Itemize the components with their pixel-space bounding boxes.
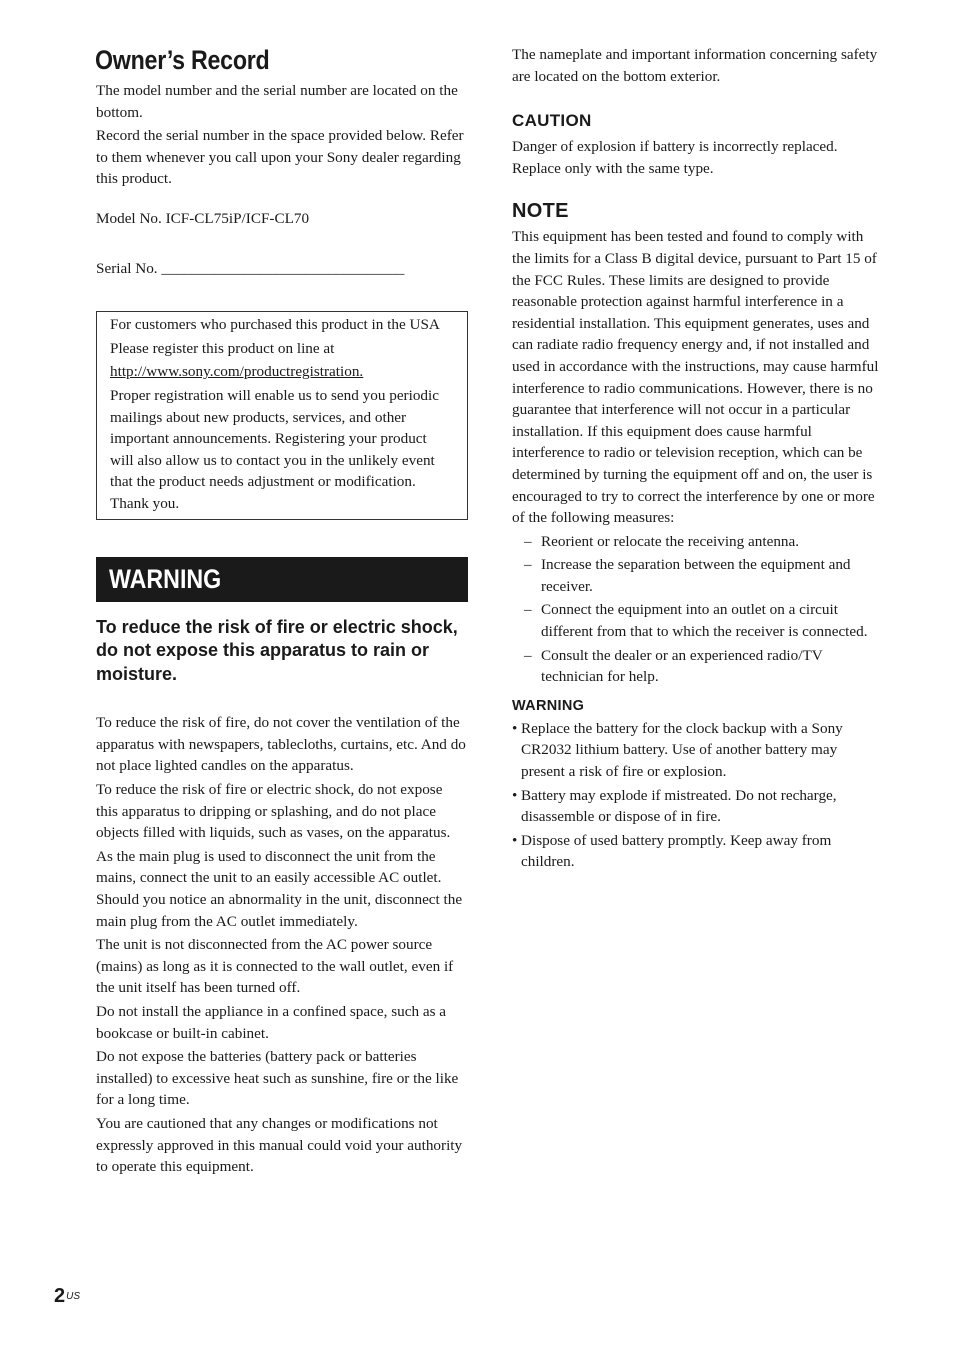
interference-measures-list — [512, 531, 884, 688]
warning-paragraph: As the main plug is used to disconnect the unit from the mains, connect the unit to an easily accessible AC outlet. Should you notice an abnormality in the unit, disconnect the main plug from the AC outlet immediately. — [96, 847, 463, 930]
list-item — [512, 599, 884, 642]
dash-marker: – — [524, 601, 532, 619]
warning-paragraph: To reduce the risk of fire, do not cover the ventilation of the apparatus with newspapers, tablecloths, curtains, etc. And do not place lighted candles on the apparatus. — [96, 714, 466, 775]
list-item — [512, 645, 884, 688]
dash-marker: – — [524, 556, 532, 574]
warning-heading: WARNING — [109, 563, 222, 594]
warning-paragraph: Do not install the appliance in a confined space, such as a bookcase or built-in cabinet. — [96, 1003, 447, 1042]
registration-online-line: Please register this product on line at — [110, 339, 335, 357]
note-text: This equipment has been tested and found to comply with the limits for a Class B digital device, pursuant to Part 15 of the FCC Rules. These limits are designed to provide reasonable protection against harmful interference in a residential installation. This equipment generates, uses and can radiate radio frequency energy and, if not installed and used in accordance with the instructions, may cause harmful interference to radio communications. However, there is no guarantee that interference will not occur in a particular installation. If this equipment does cause harmful interference to radio or television reception, which can be determined by turning the equipment off and on, the user is encouraged to try to correct the interference by one or more of the following measures: — [512, 228, 879, 527]
battery-warning-list — [512, 718, 884, 873]
warning-paragraphs — [96, 712, 468, 1177]
right-column — [512, 44, 884, 875]
list-item — [512, 554, 884, 597]
bullet-marker: • — [512, 831, 518, 849]
caution-heading: CAUTION — [512, 111, 592, 131]
list-item-text: Dispose of used battery promptly. Keep away from children. — [521, 831, 832, 871]
bullet-marker: • — [512, 786, 518, 804]
warning-paragraph: To reduce the risk of fire or electric shock, do not expose this apparatus to dripping or splashing, and do not place objects filled with liquids, such as vases, on the apparatus. — [96, 781, 451, 842]
left-column — [96, 44, 468, 1180]
registration-details: Proper registration will enable us to send you periodic mailings about new products, services, and other important announcements. Registering your product will also allow us to contact you in the unlikely event that the product needs adjustment or modification. Thank you. — [110, 386, 439, 512]
registration-box — [96, 311, 468, 519]
list-item — [512, 531, 884, 553]
page-number — [54, 1284, 80, 1308]
warning-paragraph: You are cautioned that any changes or modifications not expressly approved in this manual could void your authority to operate this equipment. — [96, 1114, 463, 1176]
caution-text: Danger of explosion if battery is incorrectly replaced. Replace only with the same type. — [512, 138, 838, 177]
list-item-text: Replace the battery for the clock backup with a Sony CR2032 lithium battery. Use of another battery may present a risk of fire or explosion. — [521, 719, 843, 781]
note-heading: NOTE — [512, 200, 569, 223]
list-item-text: Consult the dealer or an experienced radio/TV technician for help. — [541, 646, 823, 686]
list-item-text: Reorient or relocate the receiving antenna. — [541, 532, 800, 550]
list-item-text: Connect the equipment into an outlet on a circuit different from that to which the receiver is connected. — [541, 601, 868, 641]
page-number-suffix: US — [66, 1291, 81, 1302]
registration-usa-line: For customers who purchased this product in the USA — [110, 316, 440, 334]
owners-record-heading: Owner’s Record — [95, 45, 270, 75]
bullet-marker: • — [512, 719, 518, 737]
list-item-text: Increase the separation between the equipment and receiver. — [541, 556, 851, 595]
list-item — [512, 785, 884, 828]
registration-url-link[interactable]: http://www.sony.com/productregistration. — [110, 363, 364, 381]
list-item — [512, 830, 884, 873]
dash-marker: – — [524, 646, 532, 664]
battery-warning-heading: WARNING — [512, 697, 585, 714]
warning-paragraph: The unit is not disconnected from the AC power source (mains) as long as it is connected to the wall outlet, even if the unit itself has been turned off. — [96, 936, 454, 997]
serial-number: Serial No. ________________________________ — [96, 259, 405, 277]
warning-banner — [96, 557, 468, 602]
nameplate-text: The nameplate and important information concerning safety are located on the bottom exterior. — [512, 46, 878, 85]
list-item-text: Battery may explode if mistreated. Do not recharge, disassemble or dispose of in fire. — [521, 786, 837, 826]
owners-record-paragraph-2: Record the serial number in the space provided below. Refer to them whenever you call upon your Sony dealer regarding this product. — [96, 127, 464, 188]
warning-lead-statement: To reduce the risk of fire or electric shock, do not expose this apparatus to rain or moisture. — [96, 616, 458, 684]
model-number: Model No. ICF-CL75iP/ICF-CL70 — [96, 209, 310, 227]
dash-marker: – — [524, 532, 532, 550]
owners-record-paragraph-1: The model number and the serial number are located on the bottom. — [96, 82, 458, 121]
list-item — [512, 718, 884, 783]
page-number-value: 2 — [54, 1285, 66, 1307]
warning-paragraph: Do not expose the batteries (battery pack or batteries installed) to excessive heat such as sunshine, fire or the like for a long time. — [96, 1048, 459, 1109]
